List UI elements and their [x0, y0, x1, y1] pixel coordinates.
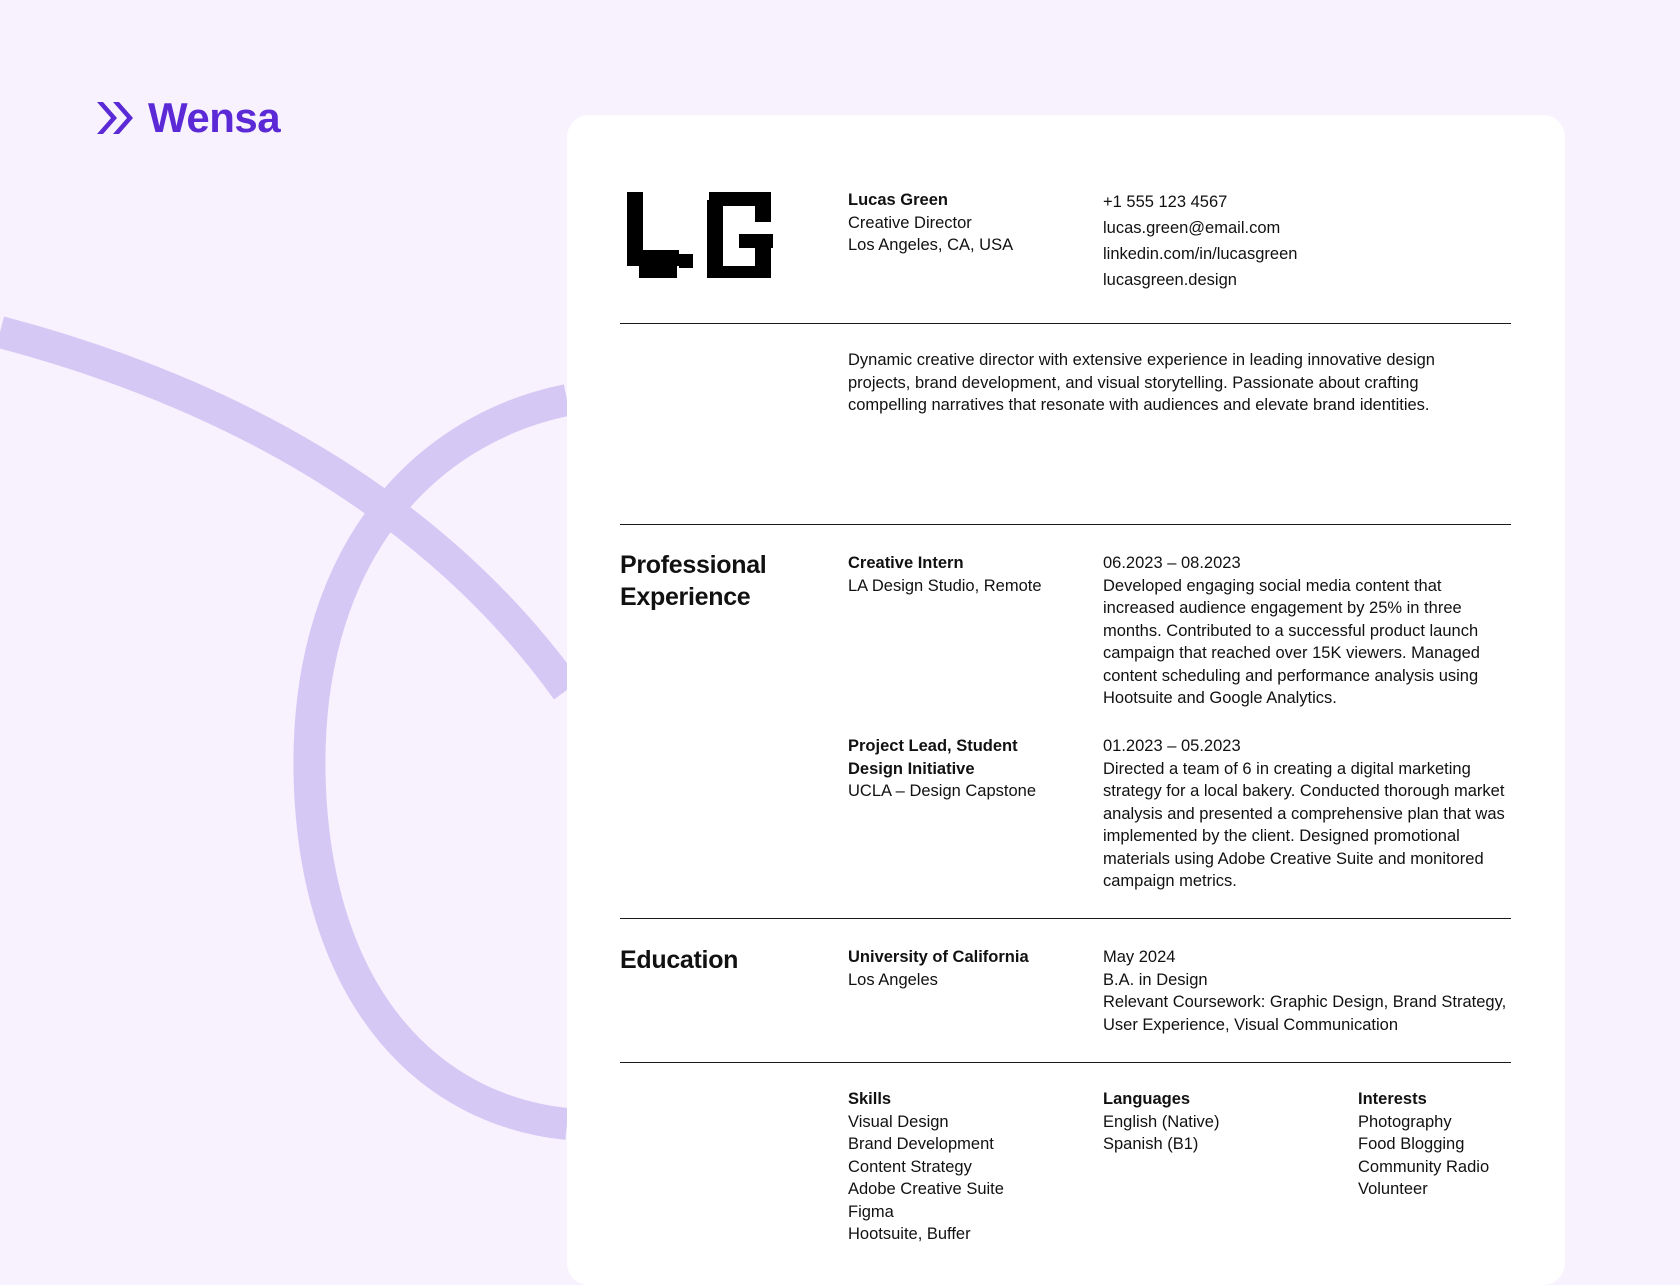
resume-card	[567, 115, 1565, 1285]
experience-dates: 01.2023 – 05.2023	[1103, 737, 1241, 755]
skill-item: Content Strategy	[848, 1157, 972, 1176]
education-school-block	[848, 946, 1088, 991]
experience-org: LA Design Studio, Remote	[848, 576, 1042, 595]
skills-heading: Skills	[848, 1090, 892, 1108]
contact-linkedin[interactable]: linkedin.com/in/lucasgreen	[1103, 245, 1298, 263]
brand-name: Wensa	[148, 94, 281, 141]
interests-block	[1358, 1088, 1518, 1201]
candidate-name: Lucas Green	[848, 191, 948, 209]
education-coursework: Relevant Coursework: Graphic Design, Brand Strategy, User Experience, Visual Communication	[1103, 993, 1507, 1034]
interest-item: Photography	[1358, 1112, 1452, 1131]
experience-item-1-details	[1103, 552, 1511, 710]
experience-role: Project Lead, Student Design Initiative	[848, 737, 1018, 778]
experience-item-2-org	[848, 735, 1048, 803]
experience-role: Creative Intern	[848, 554, 964, 572]
experience-item-2-details	[1103, 735, 1511, 893]
experience-description: Developed engaging social media content that increased audience engagement by 25% in three months. Contributed to a successful product launch campaign that reached over 15K viewers. Managed content scheduling and performance analysis using Hootsuite and Google Analytics.	[1103, 576, 1480, 707]
candidate-location: Los Angeles, CA, USA	[848, 236, 1014, 254]
interest-item: Food Blogging	[1358, 1135, 1465, 1153]
contact-phone[interactable]: +1 555 123 4567	[1103, 193, 1228, 211]
experience-description: Directed a team of 6 in creating a digital marketing strategy for a local bakery. Conducted thorough market analysis and presented a comprehensive plan that was implemented by the client. Designed promotional materials using Adobe Creative Suite and monitored campaign metrics.	[1103, 759, 1505, 890]
double-chevron-icon	[96, 100, 134, 136]
divider	[620, 323, 1511, 324]
interests-heading: Interests	[1358, 1090, 1427, 1108]
languages-block	[1103, 1088, 1343, 1156]
contact-block	[1103, 189, 1297, 293]
skill-item: Hootsuite, Buffer	[848, 1225, 971, 1243]
divider	[620, 1062, 1511, 1063]
languages-heading: Languages	[1103, 1090, 1191, 1108]
language-item: Spanish (B1)	[1103, 1135, 1199, 1153]
identity-block	[848, 189, 1013, 257]
education-date: May 2024	[1103, 948, 1176, 966]
skill-item: Brand Development	[848, 1135, 994, 1153]
experience-item-1-org	[848, 552, 1088, 597]
brand	[96, 94, 280, 142]
monogram-logo	[627, 192, 777, 284]
summary-text: Dynamic creative director with extensive experience in leading innovative design projects, brand development, and visual storytelling. Passionate about crafting compelling narratives that resonate with audiences and elevate brand identities.	[848, 351, 1435, 414]
interest-item: Volunteer	[1358, 1180, 1428, 1198]
education-heading: Education	[620, 946, 739, 974]
education-school: University of California	[848, 948, 1029, 966]
education-degree: B.A. in Design	[1103, 970, 1208, 989]
candidate-title: Creative Director	[848, 213, 972, 232]
education-campus: Los Angeles	[848, 970, 938, 989]
divider	[620, 918, 1511, 919]
skill-item: Visual Design	[848, 1112, 949, 1131]
contact-website[interactable]: lucasgreen.design	[1103, 271, 1237, 289]
experience-org: UCLA – Design Capstone	[848, 782, 1037, 800]
contact-email[interactable]: lucas.green@email.com	[1103, 219, 1281, 237]
education-details	[1103, 946, 1515, 1036]
divider	[620, 524, 1511, 525]
skills-block	[848, 1088, 1088, 1246]
experience-heading: Professional Experience	[620, 551, 767, 611]
interest-item: Community Radio	[1358, 1157, 1490, 1176]
experience-dates: 06.2023 – 08.2023	[1103, 554, 1241, 572]
skill-item: Figma	[848, 1202, 894, 1221]
skill-item: Adobe Creative Suite	[848, 1180, 1004, 1198]
language-item: English (Native)	[1103, 1112, 1220, 1131]
